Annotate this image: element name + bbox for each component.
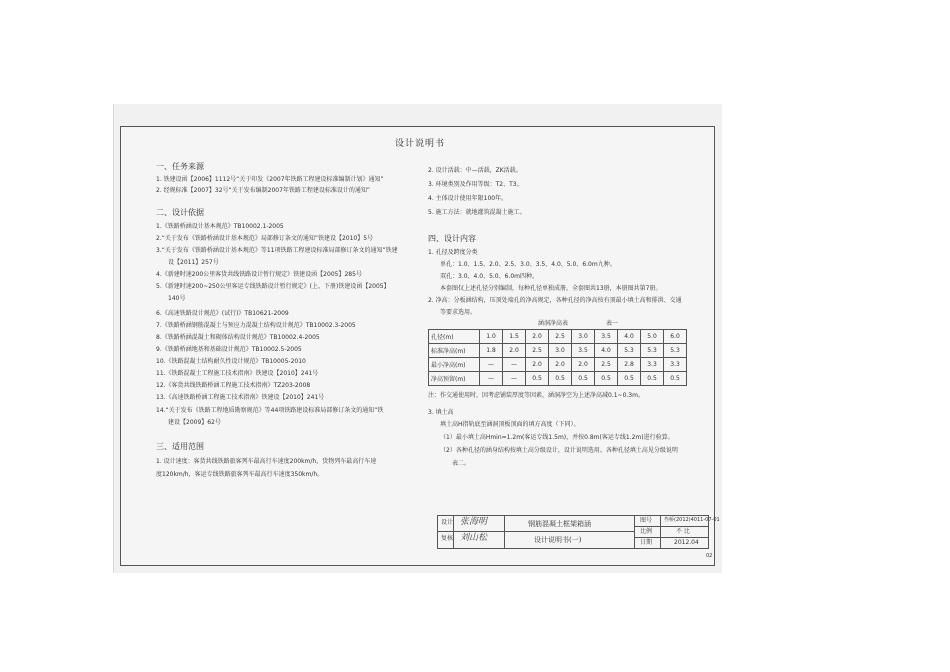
table-cell: — bbox=[480, 372, 503, 386]
row-header: 孔径(m) bbox=[429, 330, 480, 344]
text-line: 5.《新建时速200~250公里客运专线铁路设计暂行规定》(上、下册)铁建设函【2005】 bbox=[156, 283, 390, 290]
table-cell: 3.5 bbox=[572, 344, 595, 358]
table-cell: — bbox=[503, 372, 526, 386]
row-header: 标准净高(m) bbox=[429, 344, 480, 358]
table-cell: — bbox=[480, 358, 503, 372]
table-cell: 5.3 bbox=[641, 344, 664, 358]
table-cell: 2.8 bbox=[618, 358, 641, 372]
text-line: 单孔：1.0、1.5、2.0、2.5、3.0、3.5、4.0、5.0、6.0m九种。 bbox=[440, 261, 616, 268]
table-caption-number: 表一 bbox=[606, 320, 619, 327]
table-cell: 3.3 bbox=[641, 358, 664, 372]
text-line: （1）最小填土高Hmin=1.2m(客运专线1.5m)，并按0.8m(客运专线1.2m)进行验算。 bbox=[440, 434, 674, 441]
page-number: 02 bbox=[706, 553, 713, 559]
text-line: 建设【2009】62号 bbox=[168, 419, 221, 426]
drawing-name: 钢筋混凝土框架箱涵 bbox=[528, 520, 591, 528]
table-cell: 0.5 bbox=[664, 372, 687, 386]
text-line: 设【2011】257号 bbox=[168, 259, 219, 266]
table-cell: 0.5 bbox=[618, 372, 641, 386]
text-line: 1. 铁建设函【2006】1112号“关于印发《2007年铁路工程建设标准编制计划》通知” bbox=[156, 176, 384, 183]
table-caption: 涵洞净高表 bbox=[538, 320, 569, 327]
text-line: 1. 设计速度：客货共线铁路旅客列车最高行车速度200km/h，货物列车最高行车速 bbox=[156, 458, 377, 465]
text-line: 3. 环境类别及作用等级：T2、T3。 bbox=[428, 181, 523, 188]
table-cell: 2.0 bbox=[549, 358, 572, 372]
row-header: 净高预留(m) bbox=[429, 372, 480, 386]
text-line: 等要求选用。 bbox=[440, 309, 477, 316]
table-cell: 0.5 bbox=[595, 372, 618, 386]
label-date: 日期 bbox=[640, 539, 653, 546]
table-cell: 0.5 bbox=[526, 372, 549, 386]
text-line: 5. 施工方法：就地灌筑混凝土施工。 bbox=[428, 209, 526, 216]
text-line: 2. 经规标准【2007】32号“关于发布编制2007年铁路工程建设标准设计的通知” bbox=[156, 187, 371, 194]
table-cell: 0.5 bbox=[549, 372, 572, 386]
table-cell: 2.5 bbox=[595, 358, 618, 372]
table-row bbox=[429, 372, 687, 386]
text-line: 4. 主体设计使用年限100年。 bbox=[428, 195, 508, 202]
text-line: 2. 净高：分板涵结构，压顶处端孔的净高规定，各种孔径的净高按有顶最小填土高和排洪、交通 bbox=[428, 297, 682, 304]
table-cell: 1.5 bbox=[503, 330, 526, 344]
text-line: 13.《高速铁路桥涵工程施工技术指南》铁建设【2010】241号 bbox=[156, 394, 325, 401]
table-cell: 1.8 bbox=[480, 344, 503, 358]
table-row bbox=[429, 358, 687, 372]
text-line: 3. 填土高 bbox=[428, 409, 454, 416]
text-line: 1.《铁路桥涵设计基本规范》TB10002.1-2005 bbox=[156, 223, 284, 230]
row-header: 最小净高(m) bbox=[429, 358, 480, 372]
scale-value: 不 比 bbox=[676, 528, 690, 535]
table-cell: 1.0 bbox=[480, 330, 503, 344]
text-line: 9.《铁路桥涵地基和基础设计规范》TB10002.5-2005 bbox=[156, 346, 302, 353]
table-cell: 3.3 bbox=[664, 358, 687, 372]
table-cell: 5.3 bbox=[618, 344, 641, 358]
label-drawing-no: 图号 bbox=[640, 517, 653, 524]
label-design: 设计 bbox=[441, 519, 454, 526]
text-line: （2）各种孔径的涵身结构按填土高分级设计，设计说明选用。各种孔径填土高见分级说明 bbox=[440, 447, 678, 454]
text-line: 3.“关于发布《铁路桥涵设计基本规范》等11项铁路工程建设标准局部修订条文的通知”铁建 bbox=[156, 247, 398, 254]
section-heading-1: 一、任务来源 bbox=[156, 162, 204, 171]
table-cell: 4.0 bbox=[618, 330, 641, 344]
signature-review: 刘山松 bbox=[460, 533, 488, 543]
table-note: 注：作交通使用时，因考虑铺装厚度等因素，涵洞净空为上述净高减0.1~0.3m。 bbox=[428, 392, 644, 399]
label-scale: 比例 bbox=[640, 528, 653, 535]
text-line: 140号 bbox=[168, 295, 186, 302]
text-line: 12.《客货共线铁路桥涵工程施工技术指南》TZ203-2008 bbox=[156, 382, 311, 389]
doc-title: 设计说明书 bbox=[395, 139, 446, 149]
text-line: 4.《新建时速200公里客货共线铁路设计暂行规定》铁建设函【2005】285号 bbox=[156, 271, 362, 278]
text-line: 8.《铁路桥涵混凝土和砌体结构设计规范》TB10002.4-2005 bbox=[156, 334, 320, 341]
text-line: 2. 设计活载：中—活载，ZK活载。 bbox=[428, 167, 522, 174]
table-cell: 5.3 bbox=[664, 344, 687, 358]
table-cell: 2.0 bbox=[526, 358, 549, 372]
text-line: 10.《铁路混凝土结构耐久性设计规范》TB10005-2010 bbox=[156, 358, 306, 365]
table-cell: 3.5 bbox=[595, 330, 618, 344]
signature-design: 张海明 bbox=[460, 517, 488, 527]
text-line: 14.“关于发布《铁路工程地质勘察规范》等44项铁路建设标准局部修订条文的通知”铁 bbox=[156, 407, 384, 414]
table-cell: 2.5 bbox=[549, 330, 572, 344]
section-heading-4: 四、设计内容 bbox=[428, 234, 476, 243]
table-cell: 0.5 bbox=[641, 372, 664, 386]
text-line: 2.“关于发布《铁路桥涵设计基本规范》局部修订条文的通知”铁建设【2010】5号 bbox=[156, 235, 374, 242]
section-heading-2: 二、设计依据 bbox=[156, 208, 204, 217]
table-cell: 3.0 bbox=[572, 330, 595, 344]
text-line: 6.《高速铁路设计规范》(试行)》TB10621-2009 bbox=[156, 310, 289, 317]
title-block bbox=[437, 515, 720, 549]
table-cell: 4.0 bbox=[595, 344, 618, 358]
drawing-no-value: 叁桥(2012)4011-07-01 bbox=[664, 517, 720, 523]
text-line: 表二。 bbox=[452, 460, 471, 467]
text-line: 7.《铁路桥涵钢筋混凝土与预应力混凝土结构设计规范》TB10002.3-2005 bbox=[156, 322, 356, 329]
table-cell: 2.0 bbox=[503, 344, 526, 358]
table-row bbox=[429, 344, 687, 358]
table-cell: 2.5 bbox=[526, 344, 549, 358]
section-heading-3: 三、适用范围 bbox=[156, 442, 204, 451]
text-line: 11.《铁路混凝土工程施工技术指南》铁建设【2010】241号 bbox=[156, 370, 319, 377]
table-cell: 3.0 bbox=[549, 344, 572, 358]
table-row bbox=[429, 330, 687, 344]
label-review: 复核 bbox=[441, 535, 454, 542]
table-cell: 6.0 bbox=[664, 330, 687, 344]
table-cell: 2.0 bbox=[572, 358, 595, 372]
clearance-table bbox=[428, 329, 687, 386]
drawing-title: 设计说明书(一) bbox=[534, 536, 582, 544]
date-value: 2012.04 bbox=[674, 539, 699, 546]
text-line: 1. 孔径及跨度分类 bbox=[428, 249, 478, 256]
text-line: 度120km/h，客运专线铁路旅客列车最高行车速度350km/h。 bbox=[156, 471, 324, 478]
text-line: 填土高H指轨底至涵洞顶板顶面的填方高度（下同）。 bbox=[440, 421, 580, 428]
table-cell: — bbox=[503, 358, 526, 372]
table-cell: 5.0 bbox=[641, 330, 664, 344]
table-cell: 0.5 bbox=[572, 372, 595, 386]
text-line: 双孔：3.0、4.0、5.0、6.0m四种。 bbox=[440, 273, 539, 280]
text-line: 本套图仅上述孔径分别编制，每种孔径单独成册，全套图共13册，本册图共第7册。 bbox=[440, 285, 662, 292]
table-cell: 2.0 bbox=[526, 330, 549, 344]
